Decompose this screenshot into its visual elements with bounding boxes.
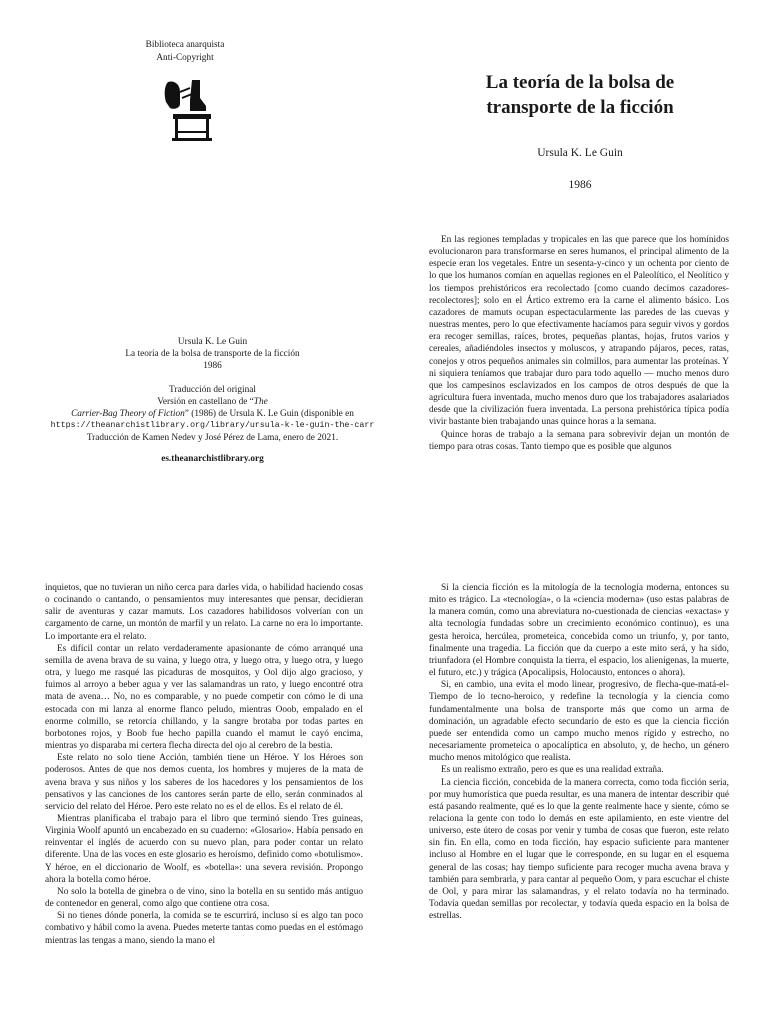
- paragraph: Si la ciencia ficción es la mitología de la tecnología moderna, entonces su mito es trágico. La «tecnología», o la «ciencia moderna» (uso estas palabras de la manera común, como una abreviatura no-cuestionada de ciencias «exactas» y alta tecnología fundadas sobre un crecimiento económico continuo), es una gesta heroica, hercúlea, prometeica, concebida como un triunfo, y, por tanto, finalmente una tragedia. La ficción que da cuerpo a este mito será, y ha sido, triunfadora (el Hombre conquista la tierra, el espacio, los alienígenas, la muerte, el futuro, etc.) y trágica (Apocalipsis, Holocausto, entonces o ahora).: [429, 583, 729, 679]
- translation-line-3: Carrier-Bag Theory of Fiction” (1986) de Ursula K. Le Guin (disponible en: [71, 409, 354, 420]
- page-2-text: [429, 234, 729, 453]
- translation-line-1: Traducción del original: [169, 384, 256, 395]
- document-title: [430, 70, 730, 120]
- paragraph: Este relato no solo tiene Acción, también tiene un Héroe. Y los Héroes son poderosos. Antes de que nos demos cuenta, los hombres y mujeres de la mata de avena brava y sus niños y los saberes de los hacedores y los pensamientos de los pensativos y las canciones de los cantores serán parte de ello, serán conminados al servicio del relato del Héroe. Pero este relato no es el de ellos. Es el relato de él.: [45, 753, 363, 812]
- anarchist-library-logo-icon: [160, 78, 222, 142]
- copyright-note: Anti-Copyright: [156, 53, 214, 63]
- paragraph: No solo la botella de ginebra o de vino, sino la botella en su sentido más antiguo de contenedor en general, como algo que contiene otra cosa.: [45, 886, 363, 910]
- paragraph: Es difícil contar un relato verdaderamente apasionante de cómo arranqué una semilla de avena brava de su vaina, y luego otra, y luego otra, y luego otra, y luego otra, y luego me rasqué las picaduras de mosquitos, y Ool dijo algo gracioso, y fuimos al arroyo a beber agua y ver las salamandras un rato, y luego encontré otra mata de avena… No, no es comparable, y no puede competir con cómo le di una estocada con mi lanza al enorme flanco peludo, mientras Ooob, empalado en el enorme colmillo, se retorcía chillando, y la sangre brotaba por todas partes en borbotones rojos, y Boob fue hecho papilla cuando el mamut le cayó encima, mientras yo disparaba mi certera flecha directa del ojo al cerebro de la bestia.: [45, 643, 363, 752]
- paragraph: Quince horas de trabajo a la semana para sobrevivir dejan un montón de tiempo para otras cosas. Tanto tiempo que es posible que algunos: [429, 429, 729, 452]
- site-link[interactable]: es.theanarchistlibrary.org: [161, 453, 264, 464]
- paragraph: Si no tienes dónde ponerla, la comida se te escurrirá, incluso si es algo tan poco combativo y hábil como la avena. Puedes meterte tantas como puedas en el estómago mientras las tengas a mano, siendo la mano el: [45, 911, 363, 946]
- paragraph: La ciencia ficción, concebida de la manera correcta, como toda ficción seria, por muy humorística que pueda resultar, es una manera de intentar describir qué está pasando realmente, qué es lo que la gente realmente hace y siente, cómo se relaciona la gente con todo lo demás en este apilamiento, en este vientre del universo, este útero de cosas por venir y tumba de cosas que fueron, este relato sin fin. En ella, como en toda ficción, hay espacio suficiente para mantener incluso al Hombre en el lugar que le corresponde, en su lugar en el esquema general de las cosas; hay tiempo suficiente para recoger mucha avena brava y también para sembrarla, y para cantar al pequeño Oom, y para escuchar el chiste de Ool, y para mirar las salamandras, y el relato todavía no ha terminado. Todavía quedan semillas por recolectar, y todavía queda espacio en la bolsa de estrellas.: [429, 777, 729, 922]
- library-label: [115, 39, 255, 65]
- colophon-title: La teoría de la bolsa de transporte de la ficción: [125, 349, 300, 360]
- title-line-2: transporte de la ficción: [486, 97, 674, 118]
- title-line-1: La teoría de la bolsa de: [485, 72, 675, 93]
- colophon: [45, 336, 380, 465]
- paragraph: En las regiones templadas y tropicales en las que parece que los homínidos evolucionaron para transformarse en seres humanos, el principal alimento de la especie eran los vegetales. Entre un sesenta-y-cinco y un ochenta por ciento de lo que los humanos comían en aquellas regiones en el Paleolítico, el Neolítico y los tiempos prehistóricos era recolectado [como cuando decimos cazadores-recolectores]; solo en el Ártico extremo era la carne el alimento básico. Los cazadores de mamuts ocupan espectacularmente las paredes de las cuevas y nuestras mentes, pero lo que efectivamente hacíamos para seguir vivos y gordos era recoger semillas, raíces, brotes, pequeñas plantas, hojas, frutos varios y cereales, añadiéndoles insectos y moluscos, y atrapando pájaros, peces, ratas, conejos y otros pequeños animales sin colmillos, para aumentar las proteínas. Y ni siquiera teníamos que trabajar duro para todo aquello — mucho menos duro que los campesinos esclavizados en los campos de otros después de que la agricultura fuera inventada, mucho menos duro que los trabajadores asalariados desde que la civilización fuera inventada. La persona prehistórica típica podía vivir bastante bien trabajando unas quince horas a la semana.: [429, 235, 729, 428]
- library-name: Biblioteca anarquista: [145, 40, 225, 50]
- page-4-text: [429, 582, 729, 922]
- publication-year: 1986: [568, 179, 592, 191]
- page-3-text: [45, 582, 363, 1024]
- paragraph: inquietos, que no tuvieran un niño cerca para darles vida, o habilidad haciendo cosas o cocinando o cantando, o pensamientos muy interesantes que pensar, decidieran salir de aventuras y cazar mamuts. Los cazadores habilidosos volverían con un cargamento de carne, un montón de marfil y un relato. La carne no era lo importante. Lo importante era el relato.: [45, 583, 363, 642]
- source-url-link[interactable]: https://theanarchistlibrary.org/library/ursula-k-le-guin-the-carr: [50, 421, 375, 431]
- translation-line-2: Versión en castellano de “The: [157, 396, 268, 407]
- colophon-year: 1986: [203, 361, 222, 372]
- translators-credit: Traducción de Kamen Nedev y José Pérez de Lama, enero de 2021.: [86, 433, 339, 444]
- author-name: Ursula K. Le Guin: [537, 147, 623, 159]
- colophon-author: Ursula K. Le Guin: [177, 337, 248, 347]
- paragraph: Mientras planificaba el trabajo para el libro que terminó siendo Tres guineas, Virginia Woolf apuntó un encabezado en su cuaderno: «Glosario». Había pensado en reinventar el inglés de acuerdo con su nuevo plan, para poder contar un relato diferente. Una de las voces en este glosario es heroísmo, definido como «botulismo». Y héroe, en el diccionario de Woolf, es «botella»: una severa revisión. Propongo ahora la botella como héroe.: [45, 813, 363, 885]
- paragraph: Es un realismo extraño, pero es que es una realidad extraña.: [441, 765, 664, 776]
- paragraph: Si, en cambio, una evita el modo linear, progresivo, de flecha-que-matá-el-Tiempo de lo tecno-heroico, y redefine la tecnología y la ciencia como fundamentalmente una bolsa de transporte más que como un arma de dominación, un agradable efecto secundario de esto es que la ciencia ficción puede ser entendida como un campo mucho menos rígido y estrecho, no necesariamente prometeica o apocalíptica en absoluto, y, de hecho, un género mucho menos mitológico que realista.: [429, 680, 729, 764]
